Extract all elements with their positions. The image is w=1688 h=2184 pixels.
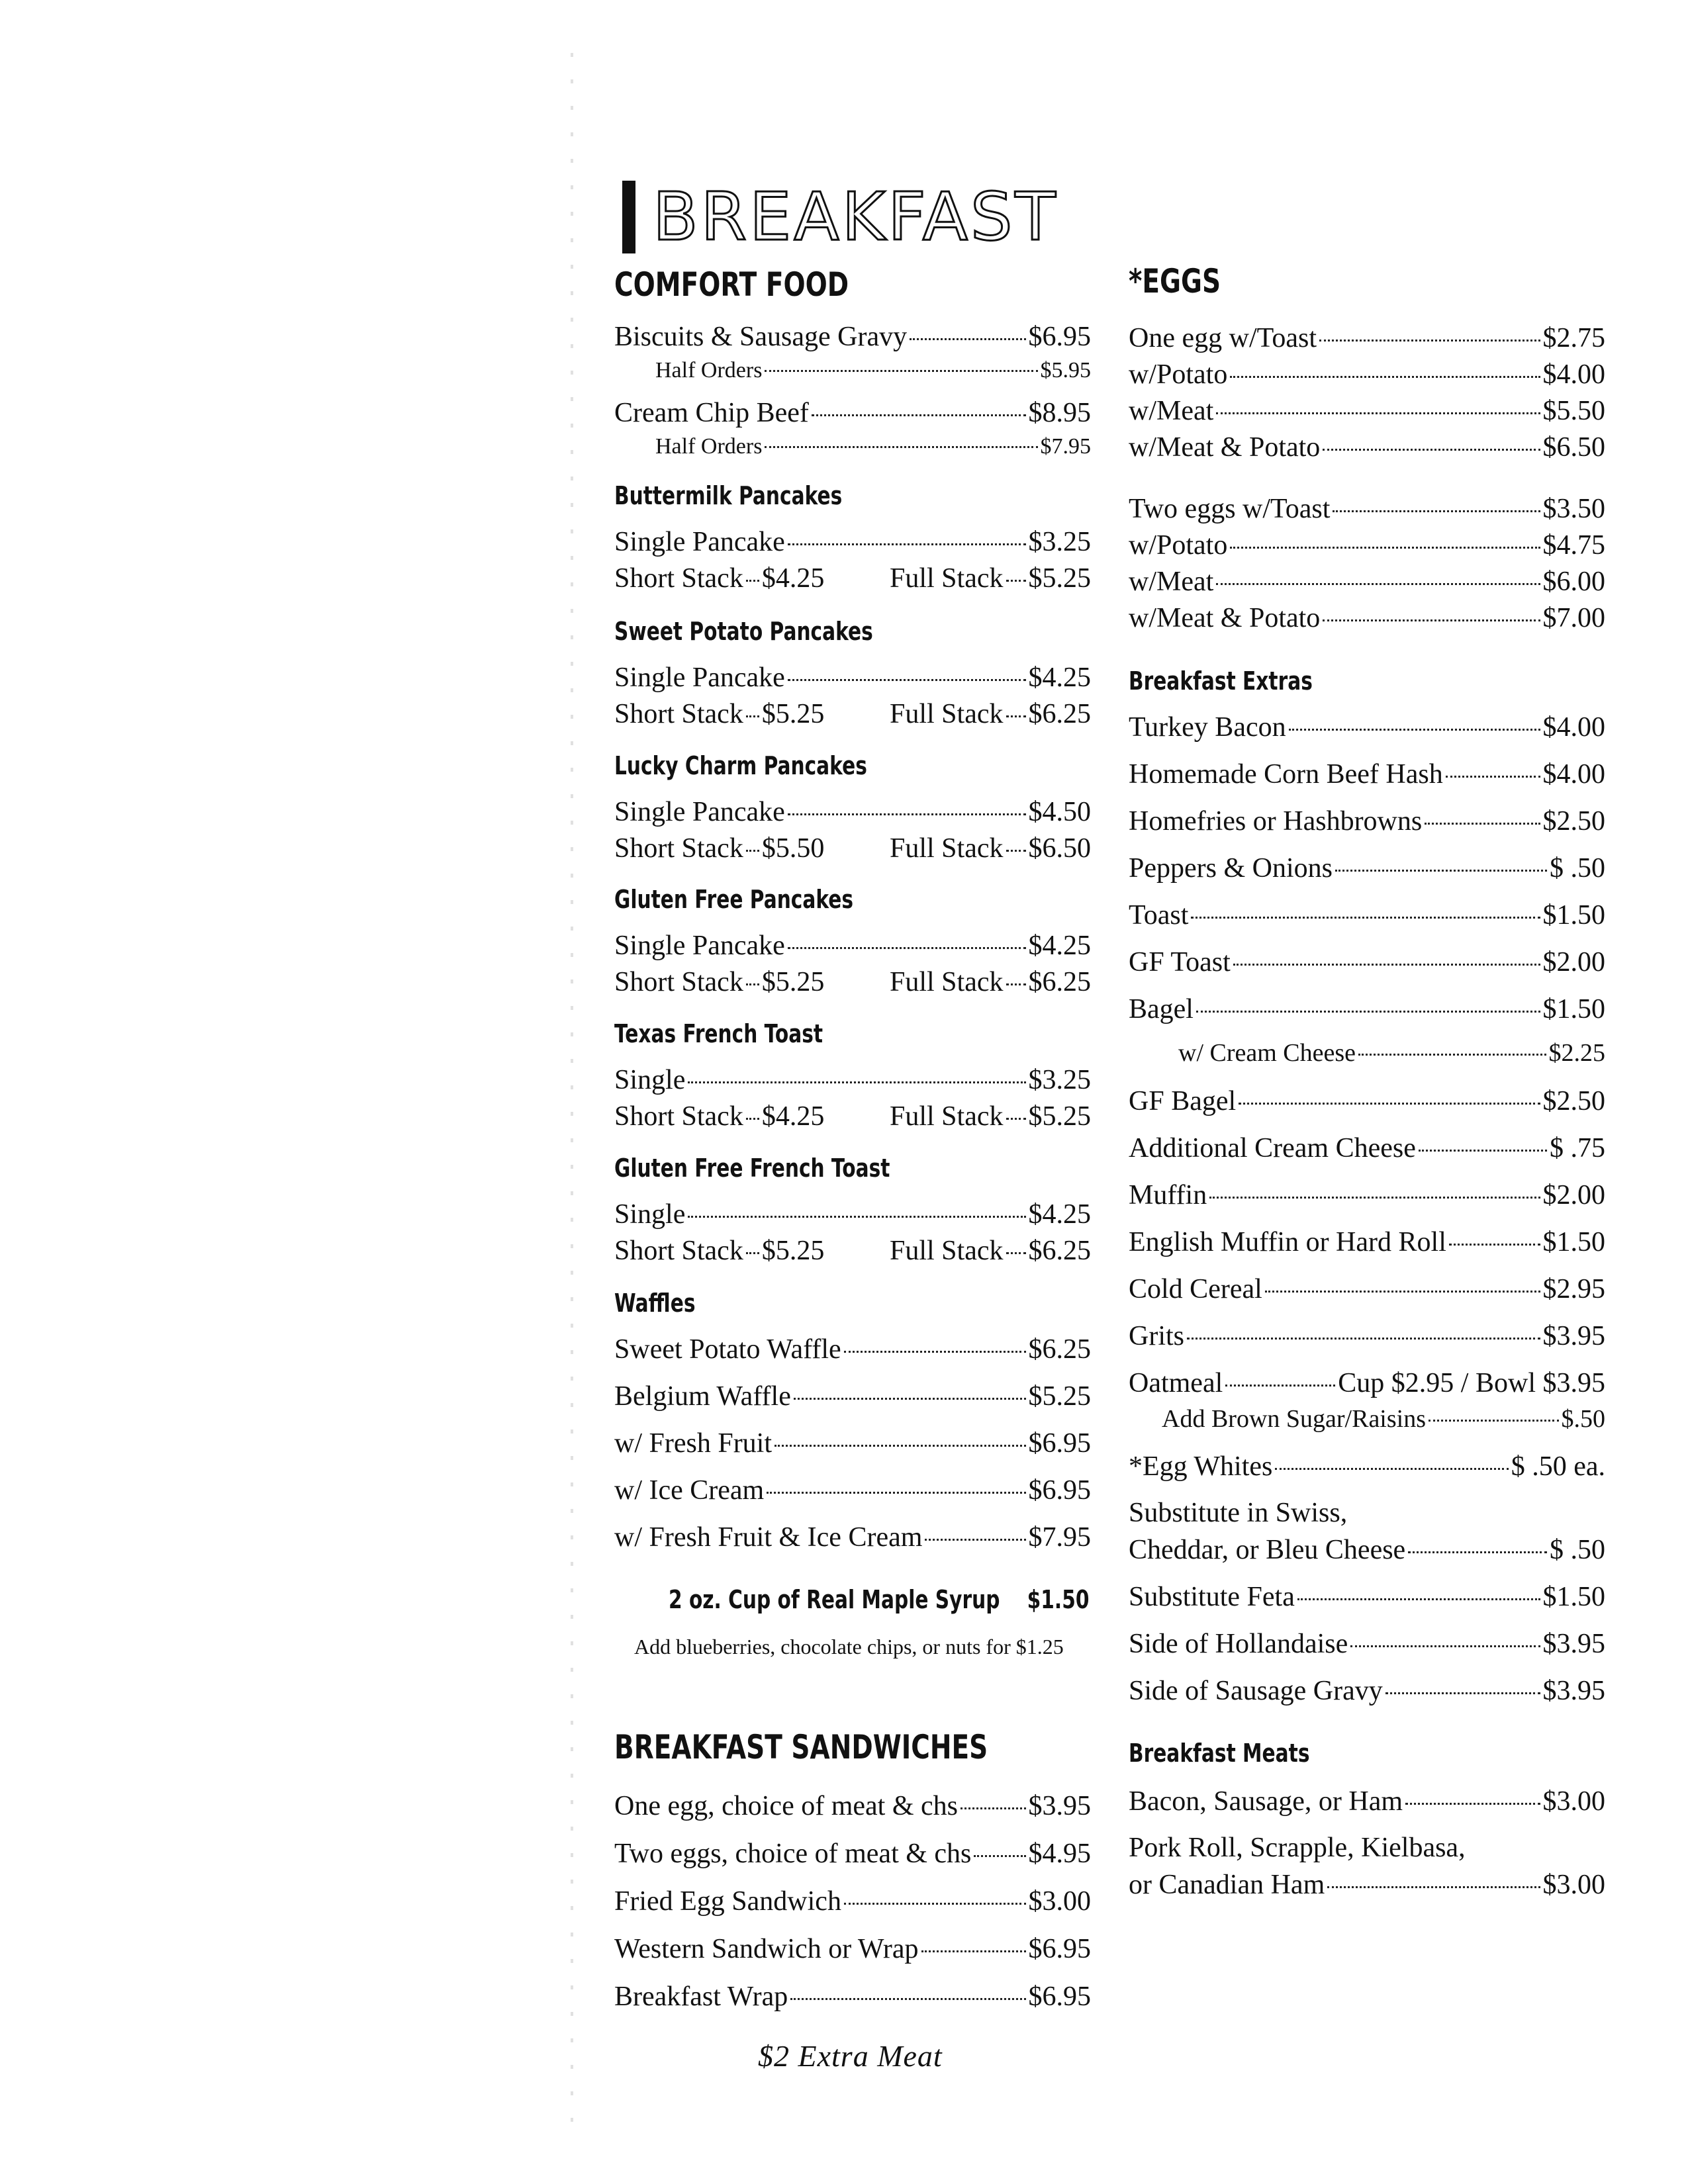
menu-item: Single Pancake $4.25 (614, 662, 1091, 693)
menu-item: or Canadian Ham $3.00 (1129, 1870, 1605, 1900)
menu-item: w/Meat $5.50 (1129, 396, 1605, 426)
french-toast-heading: Texas French Toast (614, 1019, 823, 1048)
menu-item: Peppers & Onions $ .50 (1129, 853, 1605, 884)
waffles-heading: Waffles (614, 1289, 696, 1318)
stack-prices: Short Stack $5.25 Full Stack $6.25 (614, 967, 1091, 997)
meats-heading: Breakfast Meats (1129, 1739, 1310, 1768)
menu-item: Fried Egg Sandwich $3.00 (614, 1886, 1091, 1917)
eggs-heading: *EGGS (1129, 262, 1221, 300)
menu-item: Biscuits & Sausage Gravy $6.95 (614, 322, 1091, 352)
menu-item: Belgium Waffle $5.25 (614, 1381, 1091, 1412)
menu-item: w/Meat $6.00 (1129, 567, 1605, 597)
stack-prices: Short Stack $4.25 Full Stack $5.25 (614, 563, 1091, 594)
menu-item: w/Potato $4.75 (1129, 530, 1605, 561)
menu-item: Add Brown Sugar/Raisins $.50 (1162, 1405, 1605, 1433)
menu-item: English Muffin or Hard Roll $1.50 (1129, 1227, 1605, 1257)
menu-item: Side of Hollandaise $3.95 (1129, 1629, 1605, 1659)
menu-item: Two eggs, choice of meat & chs $4.95 (614, 1839, 1091, 1869)
pancake-group-heading: Gluten Free Pancakes (614, 885, 854, 914)
menu-item: GF Bagel $2.50 (1129, 1086, 1605, 1116)
extras-heading: Breakfast Extras (1129, 666, 1313, 696)
menu-item: Muffin $2.00 (1129, 1180, 1605, 1210)
menu-item: Single Pancake $4.50 (614, 797, 1091, 827)
pancake-group-heading: Buttermilk Pancakes (614, 481, 843, 510)
menu-item-line: Pork Roll, Scrapple, Kielbasa, (1129, 1833, 1466, 1863)
menu-item: Additional Cream Cheese $ .75 (1129, 1133, 1605, 1163)
french-toast-heading: Gluten Free French Toast (614, 1154, 890, 1183)
pancake-group-heading: Lucky Charm Pancakes (614, 751, 867, 780)
menu-item: Single $4.25 (614, 1199, 1091, 1230)
extra-meat-note: $2 Extra Meat (758, 2039, 943, 2073)
menu-item: Half Orders $5.95 (655, 358, 1091, 383)
page-edge-marks (571, 53, 573, 2138)
menu-item: Homemade Corn Beef Hash $4.00 (1129, 759, 1605, 790)
menu-item: Cheddar, or Bleu Cheese $ .50 (1129, 1535, 1605, 1565)
menu-item: One egg w/Toast $2.75 (1129, 323, 1605, 353)
menu-item: Side of Sausage Gravy $3.95 (1129, 1676, 1605, 1706)
comfort-food-heading: COMFORT FOOD (614, 265, 849, 304)
menu-item: Single Pancake $3.25 (614, 527, 1091, 557)
syrup-note: Add blueberries, chocolate chips, or nuts for $1.25 (634, 1635, 1064, 1659)
menu-item: Grits $3.95 (1129, 1321, 1605, 1351)
menu-item: Bagel $1.50 (1129, 994, 1605, 1024)
menu-item: w/Meat & Potato $6.50 (1129, 432, 1605, 463)
menu-item: Two eggs w/Toast $3.50 (1129, 494, 1605, 524)
sandwiches-heading: BREAKFAST SANDWICHES (614, 1728, 988, 1766)
menu-item: One egg, choice of meat & chs $3.95 (614, 1791, 1091, 1821)
menu-item: Western Sandwich or Wrap $6.95 (614, 1934, 1091, 1964)
menu-item: w/ Cream Cheese $2.25 (1178, 1039, 1605, 1067)
menu-item: w/Potato $4.00 (1129, 359, 1605, 390)
menu-item: w/Meat & Potato $7.00 (1129, 603, 1605, 633)
menu-item-line: Substitute in Swiss, (1129, 1498, 1348, 1528)
page-title (622, 177, 1058, 257)
menu-item: Toast $1.50 (1129, 900, 1605, 931)
menu-item: Single $3.25 (614, 1065, 1091, 1095)
menu-item: Oatmeal Cup $2.95 / Bowl $3.95 (1129, 1368, 1605, 1398)
stack-prices: Short Stack $4.25 Full Stack $5.25 (614, 1101, 1091, 1132)
title-bar-decoration (622, 181, 635, 253)
menu-item: *Egg Whites $ .50 ea. (1129, 1451, 1605, 1482)
stack-prices: Short Stack $5.25 Full Stack $6.25 (614, 1236, 1091, 1266)
page-title-text: BREAKFAST (653, 178, 1058, 255)
stack-prices: Short Stack $5.50 Full Stack $6.50 (614, 833, 1091, 864)
menu-item: w/ Fresh Fruit & Ice Cream $7.95 (614, 1522, 1091, 1553)
pancake-group-heading: Sweet Potato Pancakes (614, 617, 873, 646)
menu-item: Sweet Potato Waffle $6.25 (614, 1334, 1091, 1365)
menu-item: Homefries or Hashbrowns $2.50 (1129, 806, 1605, 837)
menu-item: w/ Fresh Fruit $6.95 (614, 1428, 1091, 1459)
menu-item: Cold Cereal $2.95 (1129, 1274, 1605, 1304)
menu-item: w/ Ice Cream $6.95 (614, 1475, 1091, 1506)
menu-item: Half Orders $7.95 (655, 434, 1091, 459)
stack-prices: Short Stack $5.25 Full Stack $6.25 (614, 699, 1091, 729)
syrup-line: 2 oz. Cup of Real Maple Syrup $1.50 (669, 1585, 1090, 1614)
menu-item: Breakfast Wrap $6.95 (614, 1981, 1091, 2012)
menu-item: Bacon, Sausage, or Ham $3.00 (1129, 1786, 1605, 1817)
menu-item: Substitute Feta $1.50 (1129, 1582, 1605, 1612)
menu-item: GF Toast $2.00 (1129, 947, 1605, 978)
menu-item: Single Pancake $4.25 (614, 931, 1091, 961)
menu-item: Cream Chip Beef $8.95 (614, 398, 1091, 428)
menu-item: Turkey Bacon $4.00 (1129, 712, 1605, 743)
